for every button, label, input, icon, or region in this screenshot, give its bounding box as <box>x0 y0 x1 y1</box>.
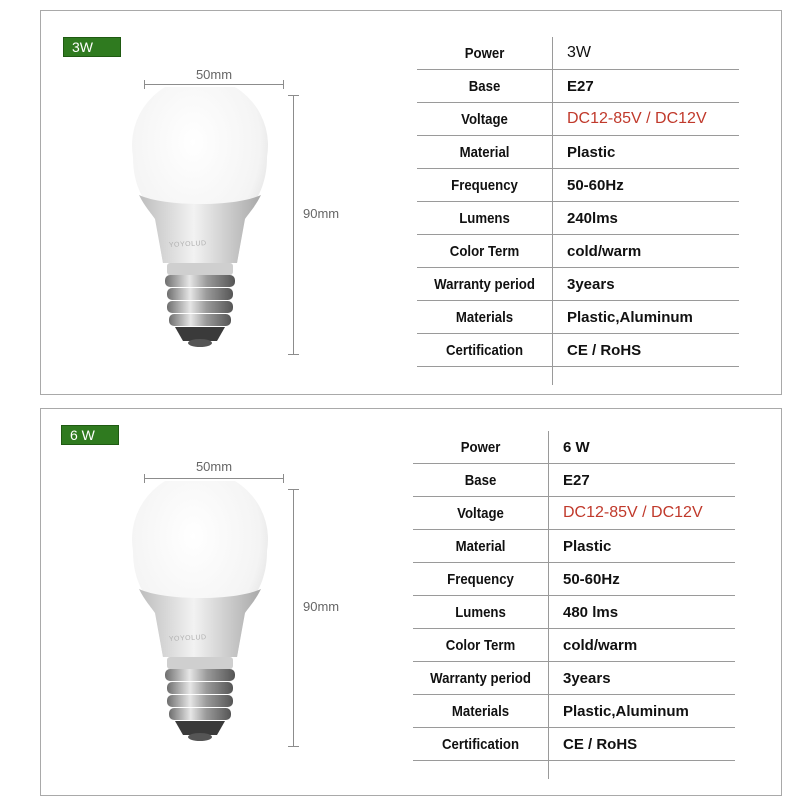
table-row <box>413 629 735 662</box>
spec-value: 6 W <box>549 431 736 464</box>
spec-value: 3W <box>553 37 740 70</box>
table-row <box>417 268 739 301</box>
table-row <box>417 103 739 136</box>
spec-label: Frequency <box>425 169 544 202</box>
spec-value: cold/warm <box>549 629 736 662</box>
spec-value: cold/warm <box>553 235 740 268</box>
wattage-badge: 3W <box>63 37 121 57</box>
spec-value: Plastic,Aluminum <box>549 695 736 728</box>
spec-label: Material <box>425 136 544 169</box>
width-dimension-label: 50mm <box>195 459 233 474</box>
table-row <box>417 202 739 235</box>
table-row <box>413 563 735 596</box>
spec-label: Warranty period <box>421 662 540 695</box>
spec-label: Voltage <box>421 497 540 530</box>
spec-label: Power <box>425 37 544 70</box>
led-bulb-image <box>125 87 275 349</box>
spec-label: Lumens <box>421 596 540 629</box>
spec-label: Base <box>425 70 544 103</box>
table-row <box>417 235 739 268</box>
table-row <box>413 497 735 530</box>
height-dimension-line <box>293 95 294 355</box>
table-row <box>413 431 735 464</box>
table-row <box>413 596 735 629</box>
spec-value: CE / RoHS <box>553 334 740 367</box>
width-dimension-label: 50mm <box>195 67 233 82</box>
spec-value: Plastic <box>553 136 740 169</box>
spec-value: E27 <box>553 70 740 103</box>
width-dimension-line <box>144 478 284 479</box>
spec-value: 240lms <box>553 202 740 235</box>
spec-label: Lumens <box>425 202 544 235</box>
spec-label: Color Term <box>425 235 544 268</box>
spec-value: 3years <box>549 662 736 695</box>
height-dimension-line <box>293 489 294 747</box>
height-dimension-label: 90mm <box>303 206 340 221</box>
spec-value: DC12-85V / DC12V <box>549 497 736 530</box>
svg-text:YOYOLUD: YOYOLUD <box>168 634 207 643</box>
spec-table <box>413 431 735 779</box>
table-row <box>413 464 735 497</box>
spec-panel-3w <box>40 10 782 395</box>
table-row <box>413 530 735 563</box>
spec-value: 480 lms <box>549 596 736 629</box>
spec-label: Materials <box>425 301 544 334</box>
svg-text:YOYOLUD: YOYOLUD <box>168 240 207 249</box>
spec-value: E27 <box>549 464 736 497</box>
spec-label: Certification <box>425 334 544 367</box>
wattage-badge: 6 W <box>61 425 119 445</box>
spec-value: 50-60Hz <box>549 563 736 596</box>
table-tail <box>413 761 735 780</box>
spec-label: Warranty period <box>425 268 544 301</box>
spec-label: Power <box>421 431 540 464</box>
led-bulb-image <box>125 481 275 743</box>
spec-value: Plastic <box>549 530 736 563</box>
table-row <box>417 334 739 367</box>
spec-table <box>417 37 739 385</box>
table-tail <box>417 367 739 386</box>
width-dimension-line <box>144 84 284 85</box>
spec-label: Base <box>421 464 540 497</box>
spec-label: Color Term <box>421 629 540 662</box>
table-row <box>413 695 735 728</box>
spec-label: Frequency <box>421 563 540 596</box>
spec-label: Material <box>421 530 540 563</box>
spec-value: Plastic,Aluminum <box>553 301 740 334</box>
height-dimension-label: 90mm <box>303 599 340 614</box>
table-row <box>417 70 739 103</box>
table-row <box>413 662 735 695</box>
spec-value: CE / RoHS <box>549 728 736 761</box>
table-row <box>417 169 739 202</box>
spec-label: Materials <box>421 695 540 728</box>
table-row <box>417 37 739 70</box>
spec-value: 50-60Hz <box>553 169 740 202</box>
spec-label: Certification <box>421 728 540 761</box>
spec-value: 3years <box>553 268 740 301</box>
table-row <box>417 136 739 169</box>
spec-label: Voltage <box>425 103 544 136</box>
spec-panel-6w <box>40 408 782 796</box>
table-row <box>417 301 739 334</box>
spec-value: DC12-85V / DC12V <box>553 103 740 136</box>
table-row <box>413 728 735 761</box>
